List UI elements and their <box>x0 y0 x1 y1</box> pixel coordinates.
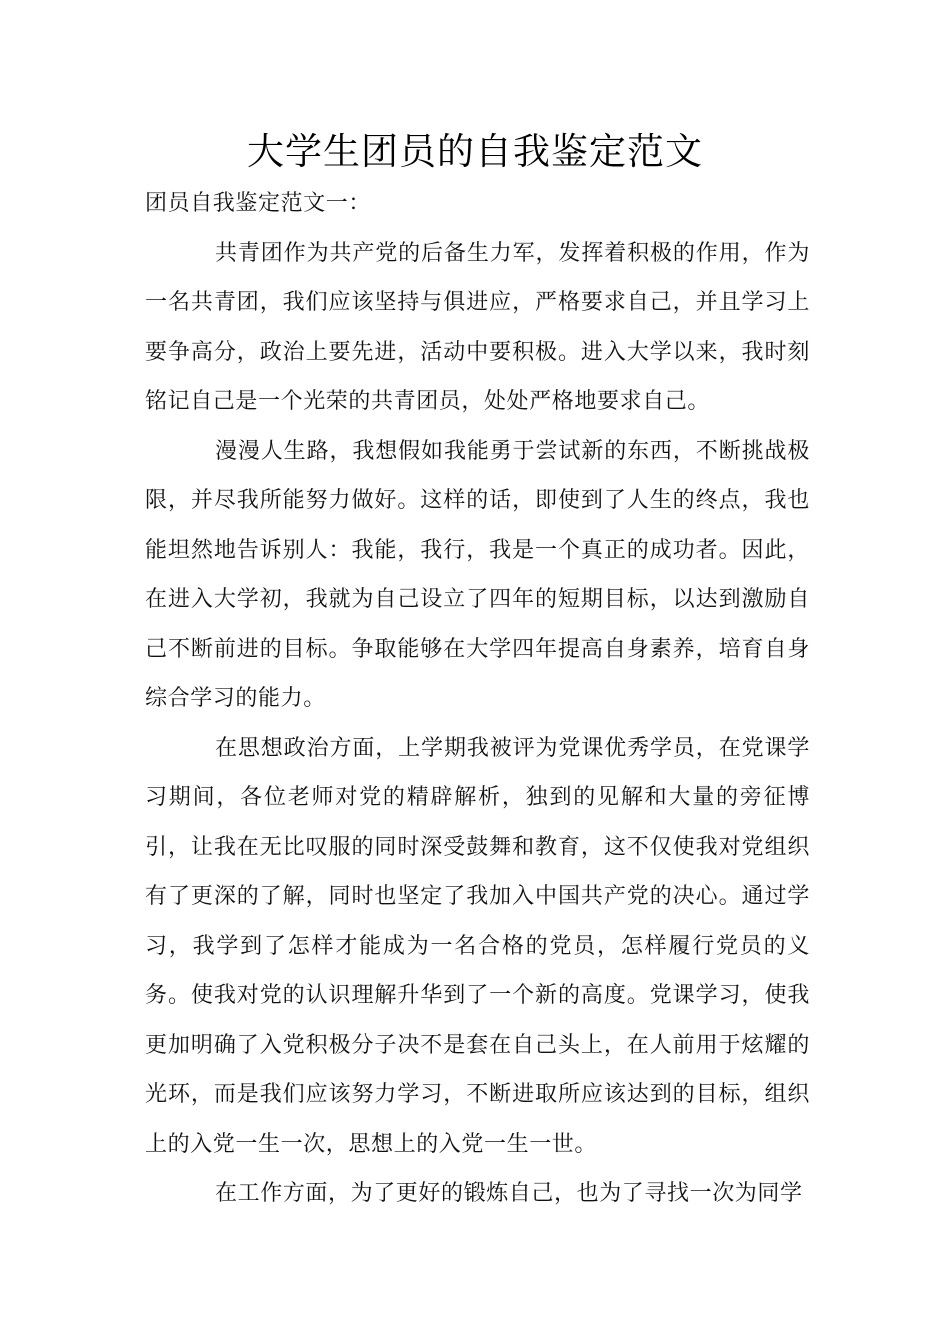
paragraph-2: 漫漫人生路，我想假如我能勇于尝试新的东西，不断挑战极限，并尽我所能努力做好。这样的话，即使到了人生的终点，我也能坦然地告诉别人：我能，我行，我是一个真正的成功者。因此，在进入大学初，我就为自己设立了四年的短期目标，以达到激励自己不断前进的目标。争取能够在大学四年提高自身素养，培育自身综合学习的能力。 <box>145 438 810 711</box>
paragraph-1: 共青团作为共产党的后备生力军，发挥着积极的作用，作为一名共青团，我们应该坚持与俱进应，严格要求自己，并且学习上要争高分，政治上要先进，活动中要积极。进入大学以来，我时刻铭记自己是一个光荣的共青团员，处处严格地要求自己。 <box>145 240 810 414</box>
document-body <box>145 179 810 1219</box>
paragraph-4: 在工作方面，为了更好的锻炼自己，也为了寻找一次为同学 <box>215 1181 803 1206</box>
document-title: 大学生团员的自我鉴定范文 <box>247 130 703 173</box>
section-heading: 团员自我鉴定范文一： <box>145 191 372 216</box>
paragraph-3: 在思想政治方面，上学期我被评为党课优秀学员，在党课学习期间，各位老师对党的精辟解析，独到的见解和大量的旁征博引，让我在无比叹服的同时深受鼓舞和教育，这不仅使我对党组织有了更深的了解，同时也坚定了我加入中国共产党的决心。通过学习，我学到了怎样才能成为一名合格的党员，怎样履行党员的义务。使我对党的认识理解升华到了一个新的高度。党课学习，使我更加明确了入党积极分子决不是套在自己头上，在人前用于炫耀的光环，而是我们应该努力学习，不断进取所应该达到的目标，组织上的入党一生一次，思想上的入党一生一世。 <box>145 735 810 1157</box>
